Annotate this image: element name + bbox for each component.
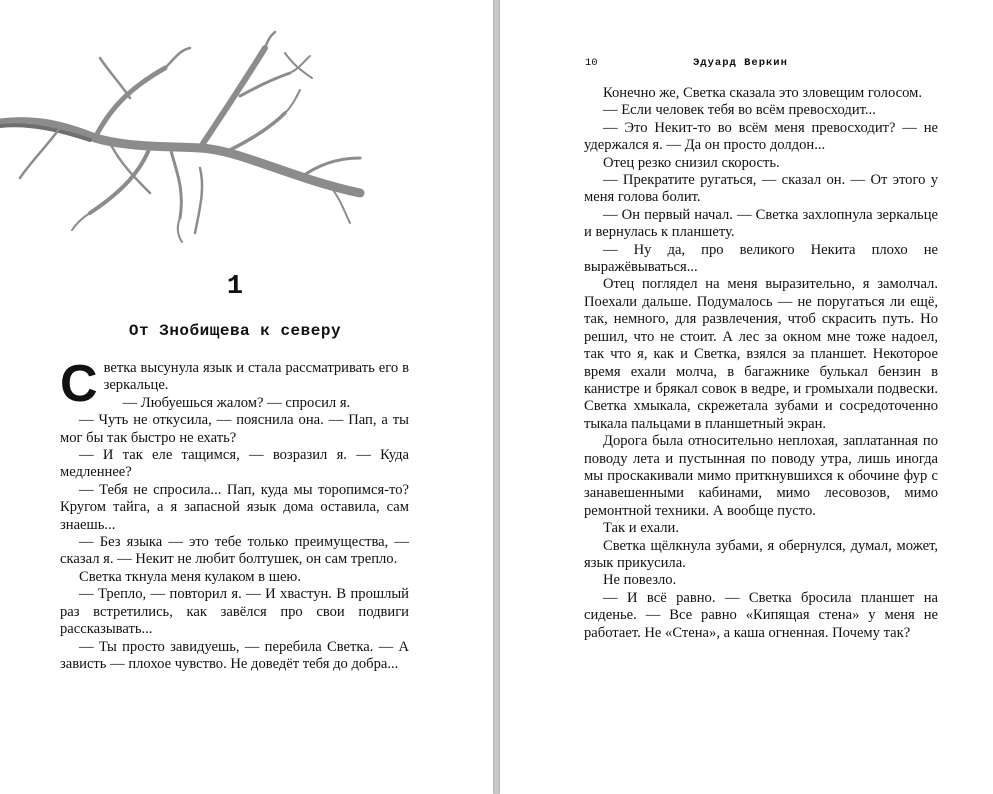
- paragraph: — Тебя не спросила... Пап, куда мы торопимся-то? Кругом тайга, а я запасной язык дома оставила, сам знаешь...: [60, 481, 409, 533]
- page-number: 10: [585, 57, 598, 69]
- paragraph: — Он первый начал. — Светка захлопнула зеркальце и вернулась к планшету.: [584, 206, 938, 241]
- paragraph: — Прекратите ругаться, — сказал он. — От этого у меня голова болит.: [584, 172, 938, 206]
- paragraph: Не повезло.: [603, 572, 677, 589]
- paragraph: Светка ткнула меня кулаком в шею.: [79, 568, 301, 585]
- paragraph: — Если человек тебя во всём превосходит...: [603, 102, 876, 119]
- left-page: [0, 0, 493, 794]
- drop-cap: С: [60, 355, 98, 413]
- paragraph: — Трепло, — повторил я. — И хвастун. В прошлый раз встретились, как завёлся про свои подвиги рассказывать...: [60, 586, 409, 638]
- paragraph: Отец поглядел на меня выразительно, я замолчал. Поехали дальше. Подумалось — не поругаться ли ещё, так, немного, для развлечения, чтоб скрасить путь. Но решил, что не стоит. А лес за окном мне тоже надоел, так что я, как и Светка, взялся за планшет. Некоторое время ехали молча, в багажнике булькал бензин в канистре и брякал совок в ведре, и громыхали подвески. Светка хмыкала, скрежетала зубами и сосредоточенно тыкала пальцами в планшетный экран.: [584, 276, 938, 432]
- paragraph: Светка щёлкнула зубами, я обернулся, думал, может, язык прикусила.: [584, 537, 938, 571]
- right-page-text: [584, 85, 938, 642]
- paragraph: Дорога была относительно неплохая, заплатанная по поводу лета и пустынная по поводу утра, лишь иногда мы проскакивали мимо приткнувшихся к обочине фур с занавешенными кабинами, мимо лесовозов, мимо ремонтной техники. А вообще пусто.: [584, 433, 938, 519]
- paragraph: — И всё равно. — Светка бросила планшет на сиденье. — Все равно «Кипящая стена» у меня не работает. Не «Стена», а каша огненная. Почему так?: [584, 589, 938, 641]
- running-title: Эдуард Веркин: [693, 57, 788, 69]
- paragraph: — Это Некит-то во всём меня превосходит? — не удержался я. — Да он просто долдон...: [584, 119, 938, 154]
- tree-branch-illustration: [0, 28, 380, 248]
- paragraph: — Ты просто завидуешь, — перебила Светка. — А зависть — плохое чувство. Не доведёт тебя до добра...: [60, 638, 409, 672]
- paragraph: Так и ехали.: [603, 520, 679, 537]
- paragraph: Конечно же, Светка сказала это зловещим голосом.: [603, 85, 922, 101]
- paragraph: — Чуть не откусила, — пояснила она. — Пап, а ты мог бы так быстро не ехать?: [60, 412, 409, 446]
- left-page-text: [60, 355, 409, 673]
- paragraph: Отец резко снизил скорость.: [603, 154, 780, 171]
- paragraph: — И так еле тащимся, — возразил я. — Куда медленнее?: [60, 447, 409, 481]
- paragraph: — Ну да, про великого Некита плохо не выражёвываться...: [584, 241, 938, 276]
- chapter-title: От Знобищева к северу: [128, 322, 342, 340]
- paragraph: Светка высунула язык и стала рассматривать его в зеркальце.: [60, 355, 409, 413]
- chapter-number: 1: [226, 272, 244, 302]
- paragraph: — Без языка — это тебе только преимущества, — сказал я. — Некит не любит болтушек, он сам трепло.: [60, 534, 409, 568]
- paragraph: — Любуешься жалом? — спросил я.: [122, 394, 351, 411]
